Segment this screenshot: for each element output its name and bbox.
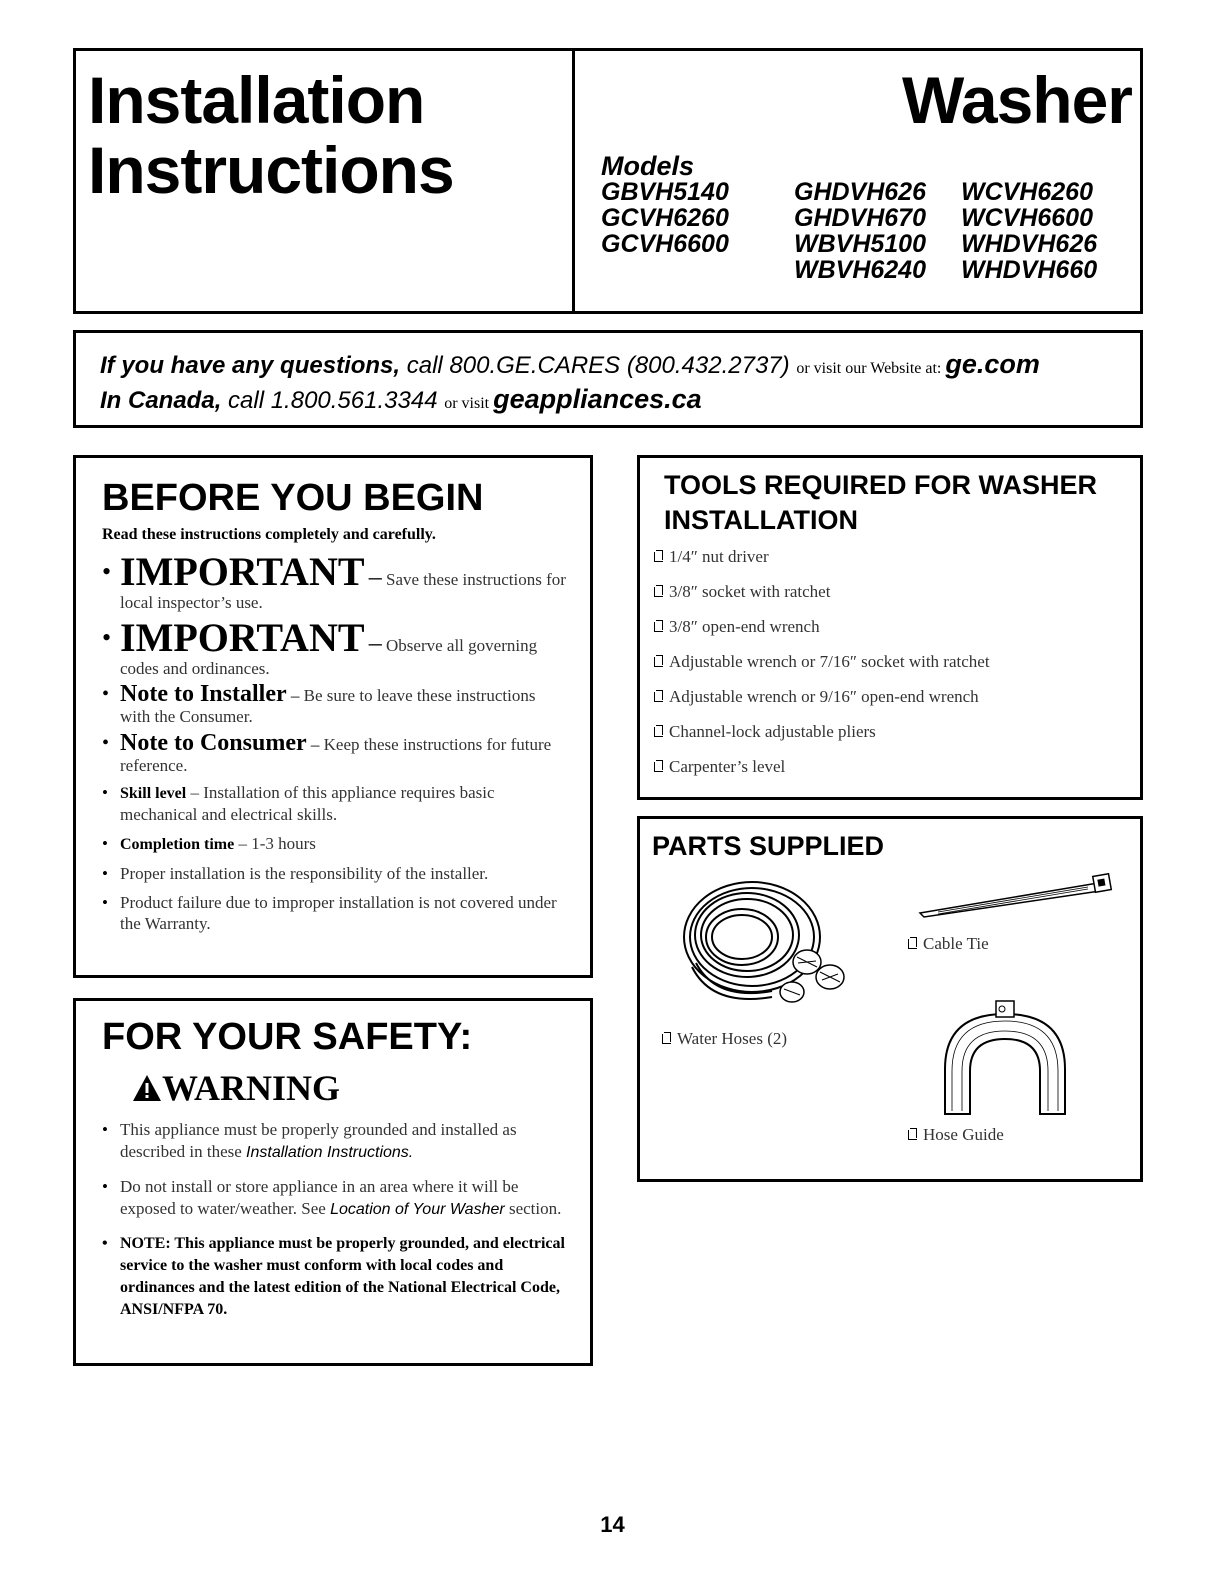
- contact-us-line: [100, 349, 1140, 384]
- contact-us-phone: call 800.GE.CARES (800.432.2737): [400, 352, 797, 379]
- before-you-begin-title: BEFORE YOU BEGIN: [102, 477, 484, 519]
- safety-box: [73, 998, 593, 1366]
- list-item: Adjustable wrench or 7/16″ socket with ratchet: [654, 651, 1126, 672]
- hose-guide-illustration: [940, 999, 1070, 1119]
- contact-canada-line: [100, 384, 1140, 419]
- warning-heading: [132, 1067, 566, 1109]
- list-item: • IMPORTANT – Save these instructions for local inspector’s use.: [102, 549, 566, 612]
- list-item: 3/8″ socket with ratchet: [654, 581, 1126, 602]
- contact-us-visit: or visit our Website at:: [796, 360, 946, 377]
- checkbox-icon[interactable]: [654, 552, 663, 562]
- list-item: • Proper installation is the responsibility of the installer.: [102, 864, 489, 883]
- safety-title: FOR YOUR SAFETY:: [102, 1016, 473, 1058]
- checkbox-icon[interactable]: [654, 692, 663, 702]
- checkbox-icon[interactable]: [908, 939, 917, 949]
- list-item: 3/8″ open-end wrench: [654, 616, 1126, 637]
- model-number: WHDVH626: [961, 230, 1098, 258]
- title-line-1: Installation: [88, 63, 425, 137]
- model-number: WBVH5100: [794, 230, 926, 258]
- list-item: Adjustable wrench or 9/16″ open-end wrench: [654, 686, 1126, 707]
- models-column-1: [601, 179, 729, 257]
- model-number: GHDVH626: [794, 178, 926, 206]
- model-number: WCVH6260: [961, 178, 1093, 206]
- warning-triangle-icon: [132, 1074, 162, 1102]
- checkbox-icon[interactable]: [654, 657, 663, 667]
- list-item: • IMPORTANT – Observe all governing codes and ordinances.: [102, 615, 538, 678]
- contact-box: [73, 330, 1143, 428]
- models-column-2: [794, 179, 926, 283]
- tools-list: [654, 546, 1126, 777]
- hose-guide-label: Hose Guide: [908, 1125, 1004, 1145]
- models-column-3: [961, 179, 1097, 283]
- safety-list: [102, 1119, 566, 1321]
- checkbox-icon[interactable]: [662, 1034, 671, 1044]
- list-item: • Note to Consumer – Keep these instructions for future reference.: [102, 730, 552, 775]
- checkbox-icon[interactable]: [654, 727, 663, 737]
- tools-title: TOOLS REQUIRED FOR WASHER INSTALLATION: [664, 470, 1098, 535]
- before-you-begin-box: [73, 455, 593, 978]
- list-item: • NOTE: This appliance must be properly grounded, and electrical service to the washer must conform with local codes and ordinances and the latest edition of the National Electrical Code, ANSI/NFPA 70.: [102, 1235, 565, 1318]
- page-title: [88, 65, 454, 205]
- header-box: [73, 48, 1143, 314]
- canada-website-link[interactable]: geappliances.ca: [493, 384, 702, 414]
- parts-supplied-box: [637, 816, 1143, 1182]
- model-number: WCVH6600: [961, 204, 1093, 232]
- model-number: GHDVH670: [794, 204, 926, 232]
- tools-required-box: [637, 455, 1143, 800]
- list-item: • Completion time – 1-3 hours: [102, 834, 316, 853]
- list-item: • This appliance must be properly grounded and installed as described in these Installation Instructions.: [102, 1120, 517, 1161]
- checkbox-icon[interactable]: [908, 1130, 917, 1140]
- contact-canada-phone: call 1.800.561.3344: [221, 387, 445, 414]
- models-label: Models: [601, 151, 695, 181]
- page-number: 14: [600, 1512, 625, 1537]
- model-number: GBVH5140: [601, 178, 729, 206]
- contact-canada-lead: In Canada,: [100, 387, 222, 414]
- model-number: GCVH6260: [601, 204, 729, 232]
- cable-tie-illustration: [918, 869, 1118, 919]
- contact-us-lead: If you have any questions,: [100, 352, 401, 379]
- contact-canada-visit: or visit: [444, 395, 494, 412]
- list-item: Carpenter’s level: [654, 756, 1126, 777]
- list-item: Channel-lock adjustable pliers: [654, 721, 1126, 742]
- parts-title: PARTS SUPPLIED: [652, 831, 885, 861]
- warning-label: WARNING: [162, 1068, 341, 1108]
- list-item: • Note to Installer – Be sure to leave these instructions with the Consumer.: [102, 681, 536, 726]
- water-hoses-illustration: [672, 867, 852, 1017]
- header-divider: [572, 51, 575, 311]
- checkbox-icon[interactable]: [654, 622, 663, 632]
- water-hoses-label: Water Hoses (2): [662, 1029, 787, 1049]
- website-link[interactable]: ge.com: [945, 349, 1040, 379]
- checkbox-icon[interactable]: [654, 762, 663, 772]
- model-number: WHDVH660: [961, 256, 1098, 284]
- list-item: • Do not install or store appliance in an area where it will be exposed to water/weather. See Location of Your Washer section.: [102, 1177, 562, 1218]
- before-you-begin-subtitle: Read these instructions completely and carefully.: [102, 526, 436, 543]
- checkbox-icon[interactable]: [654, 587, 663, 597]
- title-line-2: Instructions: [88, 133, 454, 207]
- model-number: GCVH6600: [601, 230, 729, 258]
- cable-tie-label: Cable Tie: [908, 934, 989, 954]
- model-number: WBVH6240: [794, 256, 926, 284]
- list-item: • Skill level – Installation of this appliance requires basic mechanical and electrical skills.: [102, 783, 495, 824]
- list-item: 1/4″ nut driver: [654, 546, 1126, 567]
- list-item: • Product failure due to improper installation is not covered under the Warranty.: [102, 893, 557, 933]
- before-you-begin-list: [102, 549, 566, 934]
- product-name: Washer: [902, 63, 1132, 137]
